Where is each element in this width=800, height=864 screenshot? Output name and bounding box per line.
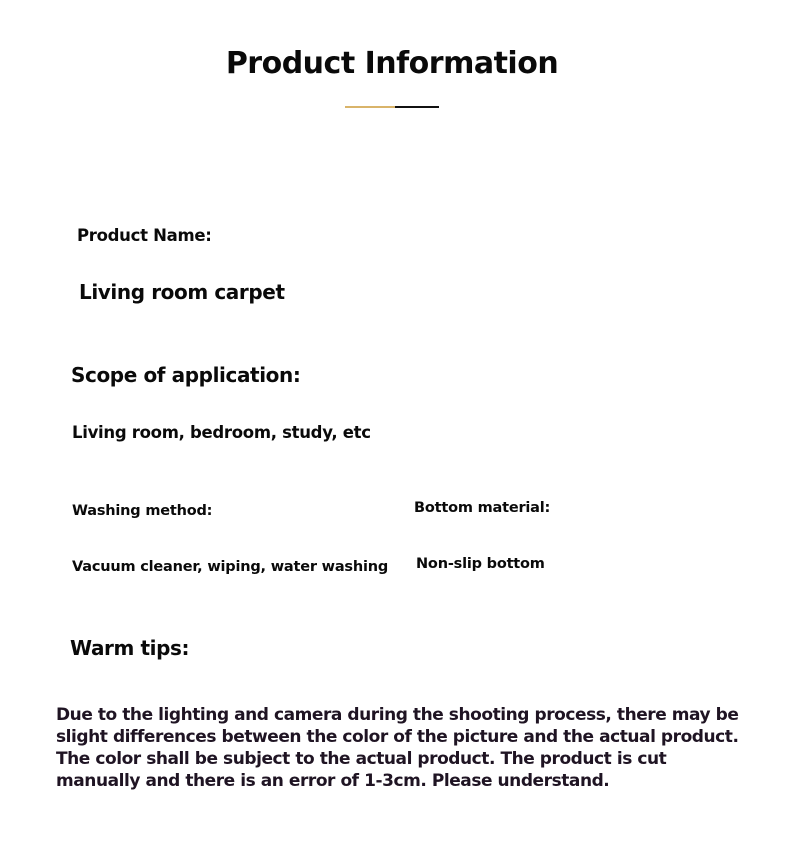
scope-value: Living room, bedroom, study, etc — [72, 423, 371, 442]
product-name-value: Living room carpet — [79, 280, 285, 304]
divider-gold-segment — [345, 106, 395, 108]
warm-tips-label: Warm tips: — [70, 636, 190, 660]
divider-dark-segment — [395, 106, 439, 108]
warm-tips-text: Due to the lighting and camera during the shooting process, there may be slight differences between the color of the picture and the actual product. The color shall be subject to the actual product. The product is cut manually and there is an error of 1-3cm. Please understand. — [56, 705, 739, 791]
product-name-label: Product Name: — [77, 226, 212, 245]
title-divider — [345, 106, 439, 108]
washing-method-label: Washing method: — [72, 503, 213, 519]
page-title: Product Information — [225, 46, 559, 81]
washing-method-value: Vacuum cleaner, wiping, water washing — [72, 559, 389, 575]
bottom-material-value: Non-slip bottom — [416, 556, 545, 572]
bottom-material-label: Bottom material: — [414, 500, 551, 516]
scope-label: Scope of application: — [71, 363, 301, 387]
